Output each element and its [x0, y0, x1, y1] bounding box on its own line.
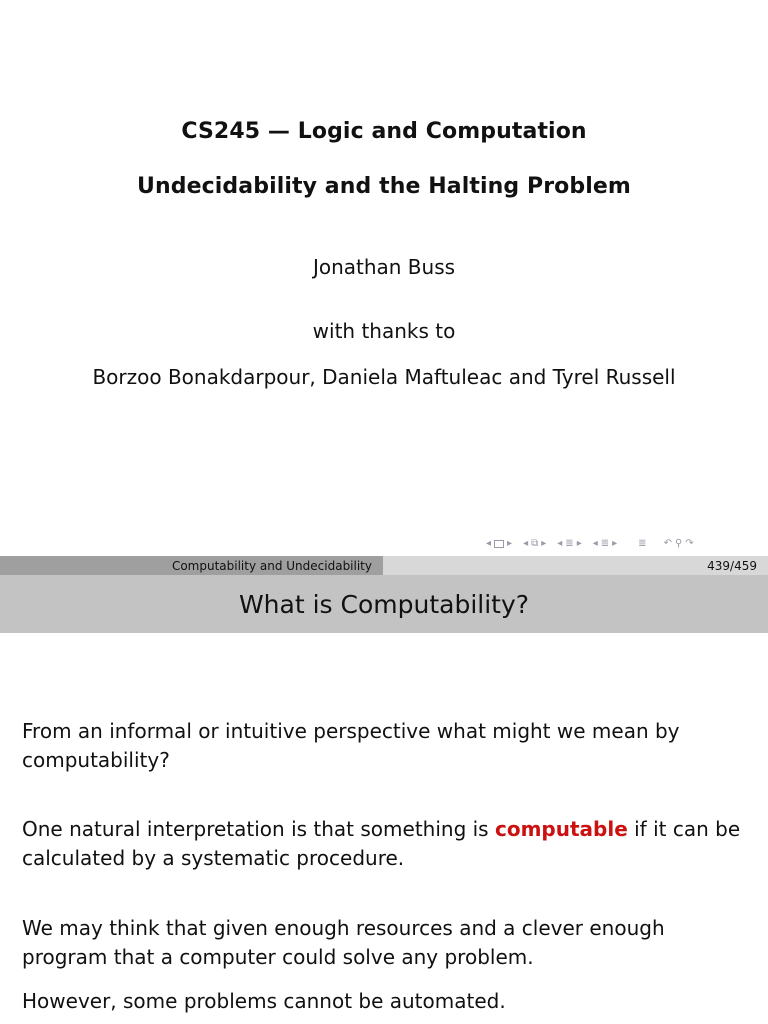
nav-section-next-icon[interactable]: ▸ — [576, 538, 582, 549]
thanks-label: with thanks to — [312, 319, 456, 343]
nav-section-prev-icon[interactable]: ◂ — [557, 538, 563, 549]
footer-section: Computability and Undecidability — [0, 556, 383, 575]
paragraph-natural-interpretation — [22, 815, 752, 873]
course-title: CS245 — Logic and Computation — [181, 119, 587, 144]
nav-toc-next-icon[interactable]: ▸ — [612, 538, 618, 549]
nav-toc-icon[interactable]: ≣ — [600, 538, 610, 549]
thanks-names: Borzoo Bonakdarpour, Daniela Maftuleac and Tyrel Russell — [92, 365, 676, 389]
nav-back-icon[interactable]: ↶ — [663, 538, 672, 549]
computable-term: computable — [494, 817, 628, 841]
nav-document-icon[interactable]: ≣ — [638, 538, 647, 549]
paragraph-informal-perspective: From an informal or intuitive perspective what might we mean by computability? — [22, 719, 680, 772]
author-name: Jonathan Buss — [312, 255, 456, 279]
nav-subsection-next-icon[interactable]: ▸ — [541, 538, 547, 549]
nav-frame-next-icon[interactable]: ▸ — [507, 538, 513, 549]
nav-forward-icon[interactable]: ↷ — [685, 538, 694, 549]
paragraph-enough-resources: We may think that given enough resources and a clever enough program that a computer could solve any problem. — [22, 916, 665, 969]
nav-toc-prev-icon[interactable]: ◂ — [592, 538, 598, 549]
nav-frame-icon[interactable] — [494, 540, 504, 548]
nav-frame-prev-icon[interactable]: ◂ — [486, 538, 492, 549]
slide-footer — [0, 556, 768, 575]
frame-title: What is Computability? — [0, 575, 768, 633]
beamer-navigation — [486, 536, 694, 552]
nav-search-icon[interactable]: ⚲ — [674, 538, 683, 549]
paragraph-cannot-automate: However, some problems cannot be automated. — [22, 989, 506, 1013]
lecture-title: Undecidability and the Halting Problem — [137, 174, 631, 199]
nav-section-icon[interactable]: ≣ — [565, 538, 574, 549]
footer-page-number: 439/459 — [383, 556, 768, 575]
nav-subsection-icon[interactable]: ⧉ — [531, 538, 539, 549]
nav-subsection-prev-icon[interactable]: ◂ — [523, 538, 529, 549]
paragraph-text: if it can be calculated by a systematic procedure. — [22, 817, 741, 870]
paragraph-text: One natural interpretation is that something is — [22, 817, 495, 841]
